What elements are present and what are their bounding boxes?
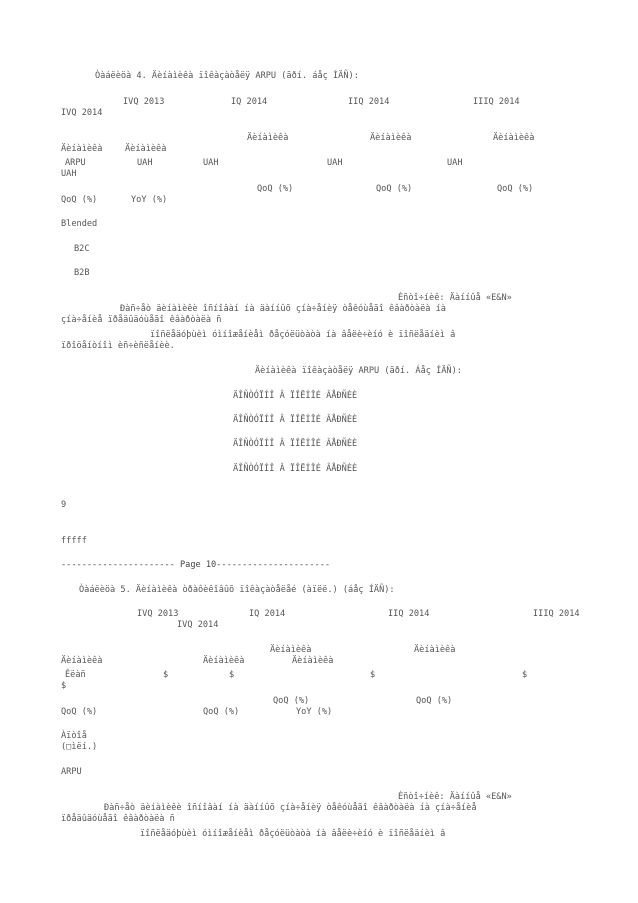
table5-dynamics-5: Äèíàìèêà <box>292 656 334 666</box>
table5-dynamics-1: Äèíàìèêà <box>270 645 312 655</box>
table4-unit-1: UAH <box>137 158 153 168</box>
table5-period-1: IVQ 2013 <box>137 609 179 619</box>
table5-period-3: IIQ 2014 <box>388 609 430 619</box>
table4-change-1: QoQ (%) <box>257 184 294 194</box>
table4-dynamics-2: Äèíàìèêà <box>370 133 412 143</box>
page-separator: ---------------------- Page 10---------------------- <box>61 560 331 570</box>
table5-row-arpu: ARPU <box>61 767 82 777</box>
filler-text: fffff <box>61 536 87 546</box>
table4-period-5: IVQ 2014 <box>61 108 103 118</box>
table5-note-line-2: ïðåäûäóùåãî êâàðòàëà ñ <box>61 814 175 824</box>
table4-chart-caption: Äèíàìèêà ïîêàçàòåëÿ ARPU (ãðí. Áåç ÍÄÑ): <box>255 366 462 376</box>
table5-source: Èñòî÷íèê: Äàííûå «E&N» <box>398 792 512 802</box>
table4-change-4: QoQ (%) <box>61 195 98 205</box>
table4-unit-5: UAH <box>61 169 77 179</box>
table4-metric: ARPU <box>65 158 86 168</box>
table4-title: Òàáëèöà 4. Äèíàìèêà ïîêàçàòåëÿ ARPU (ãðí. áåç ÍÄÑ): <box>95 71 359 81</box>
table5-dynamics-4: Äèíàìèêà <box>203 656 245 666</box>
table5-dynamics-3: Äèíàìèêà <box>61 656 103 666</box>
table4-unit-2: UAH <box>203 158 219 168</box>
table5-unit-4: $ <box>522 670 528 680</box>
table4-change-2: QoQ (%) <box>376 184 413 194</box>
table5-period-5: IVQ 2014 <box>177 620 219 630</box>
table4-dynamics-1: Äèíàìèêà <box>247 133 289 143</box>
table4-note-line-1: Ðàñ÷åò äèíàìèêè îñíîâàí íà äàííûõ çíà÷åíèÿ òåêóùåãî êâàðòàëà íà <box>120 304 446 314</box>
table4-row-b2b: B2B <box>74 268 90 278</box>
table5-unit-1: $ <box>163 670 169 680</box>
full-version-placeholder-2: ÄÎÑÒÓÏÍÎ Â ÏÎËÍÎÉ ÂÅÐÑÈÈ <box>233 415 358 425</box>
table4-unit-3: UAH <box>327 158 343 168</box>
table5-unit-5: $ <box>61 681 67 691</box>
table5-metric: Êëàñ <box>65 670 86 680</box>
table5-period-4: IIIQ 2014 <box>533 609 580 619</box>
table5-row-1-line-2: (□ìëí.) <box>61 742 98 752</box>
table4-row-b2c: B2C <box>74 244 90 254</box>
table5-title: Òàáëèöà 5. Äèíàìèêà òðàôèêîâûõ ïîêàçàòåëåé (àïëë.) (áåç ÍÄÑ): <box>79 585 395 595</box>
table4-note-line-3: ïîñëåäóþùèì óìíîæåíèåì ðåçóëüòàòà íà âåëè÷èíó è ïîñëåäíèì â <box>150 330 456 340</box>
table4-source: Èñòî÷íèê: Äàííûå «E&N» <box>398 293 512 303</box>
table4-row-blended: Blended <box>61 219 98 229</box>
table4-change-3: QoQ (%) <box>497 184 534 194</box>
full-version-placeholder-3: ÄÎÑÒÓÏÍÎ Â ÏÎËÍÎÉ ÂÅÐÑÈÈ <box>233 439 358 449</box>
table5-unit-2: $ <box>229 670 235 680</box>
table5-change-5: YoY (%) <box>296 707 333 717</box>
table4-period-2: IQ 2014 <box>231 97 268 107</box>
table4-note-line-4: ïðîöåíòíîì èñ÷èñëåíèè. <box>61 341 175 351</box>
full-version-placeholder-1: ÄÎÑÒÓÏÍÎ Â ÏÎËÍÎÉ ÂÅÐÑÈÈ <box>233 391 358 401</box>
table5-change-1: QoQ (%) <box>273 696 310 706</box>
table4-change-5: YoY (%) <box>131 195 168 205</box>
table5-note-line-1: Ðàñ÷åò äèíàìèêè îñíîâàí íà äàííûõ çíà÷åíèÿ òåêóùåãî êâàðòàëà íà çíà÷åíèå <box>104 803 477 813</box>
table5-change-4: QoQ (%) <box>203 707 240 717</box>
table4-note-line-2: çíà÷åíèå ïðåäûäóùåãî êâàðòàëà ñ <box>61 315 222 325</box>
full-version-placeholder-4: ÄÎÑÒÓÏÍÎ Â ÏÎËÍÎÉ ÂÅÐÑÈÈ <box>233 464 358 474</box>
page-number: 9 <box>61 500 67 510</box>
table5-period-2: IQ 2014 <box>249 609 286 619</box>
table5-change-3: QoQ (%) <box>61 707 98 717</box>
table4-dynamics-5: Äèíàìèêà <box>125 144 167 154</box>
table5-unit-3: $ <box>370 670 376 680</box>
table5-row-1-line-1: Àïòîå <box>61 731 87 741</box>
table4-period-3: IIQ 2014 <box>348 97 390 107</box>
table4-dynamics-4: Äèíàìèêà <box>61 144 103 154</box>
table4-unit-4: UAH <box>447 158 463 168</box>
table5-dynamics-2: Äèíàìèêà <box>414 645 456 655</box>
table5-note-line-3: ïîñëåäóþùèì óìíîæåíèåì ðåçóëüòàòà íà âåëè÷èíó è ïîñëåäíèì â <box>140 829 446 839</box>
table5-change-2: QoQ (%) <box>416 696 453 706</box>
table4-dynamics-3: Äèíàìèêà <box>493 133 535 143</box>
table4-period-1: IVQ 2013 <box>123 97 165 107</box>
table4-period-4: IIIQ 2014 <box>473 97 520 107</box>
